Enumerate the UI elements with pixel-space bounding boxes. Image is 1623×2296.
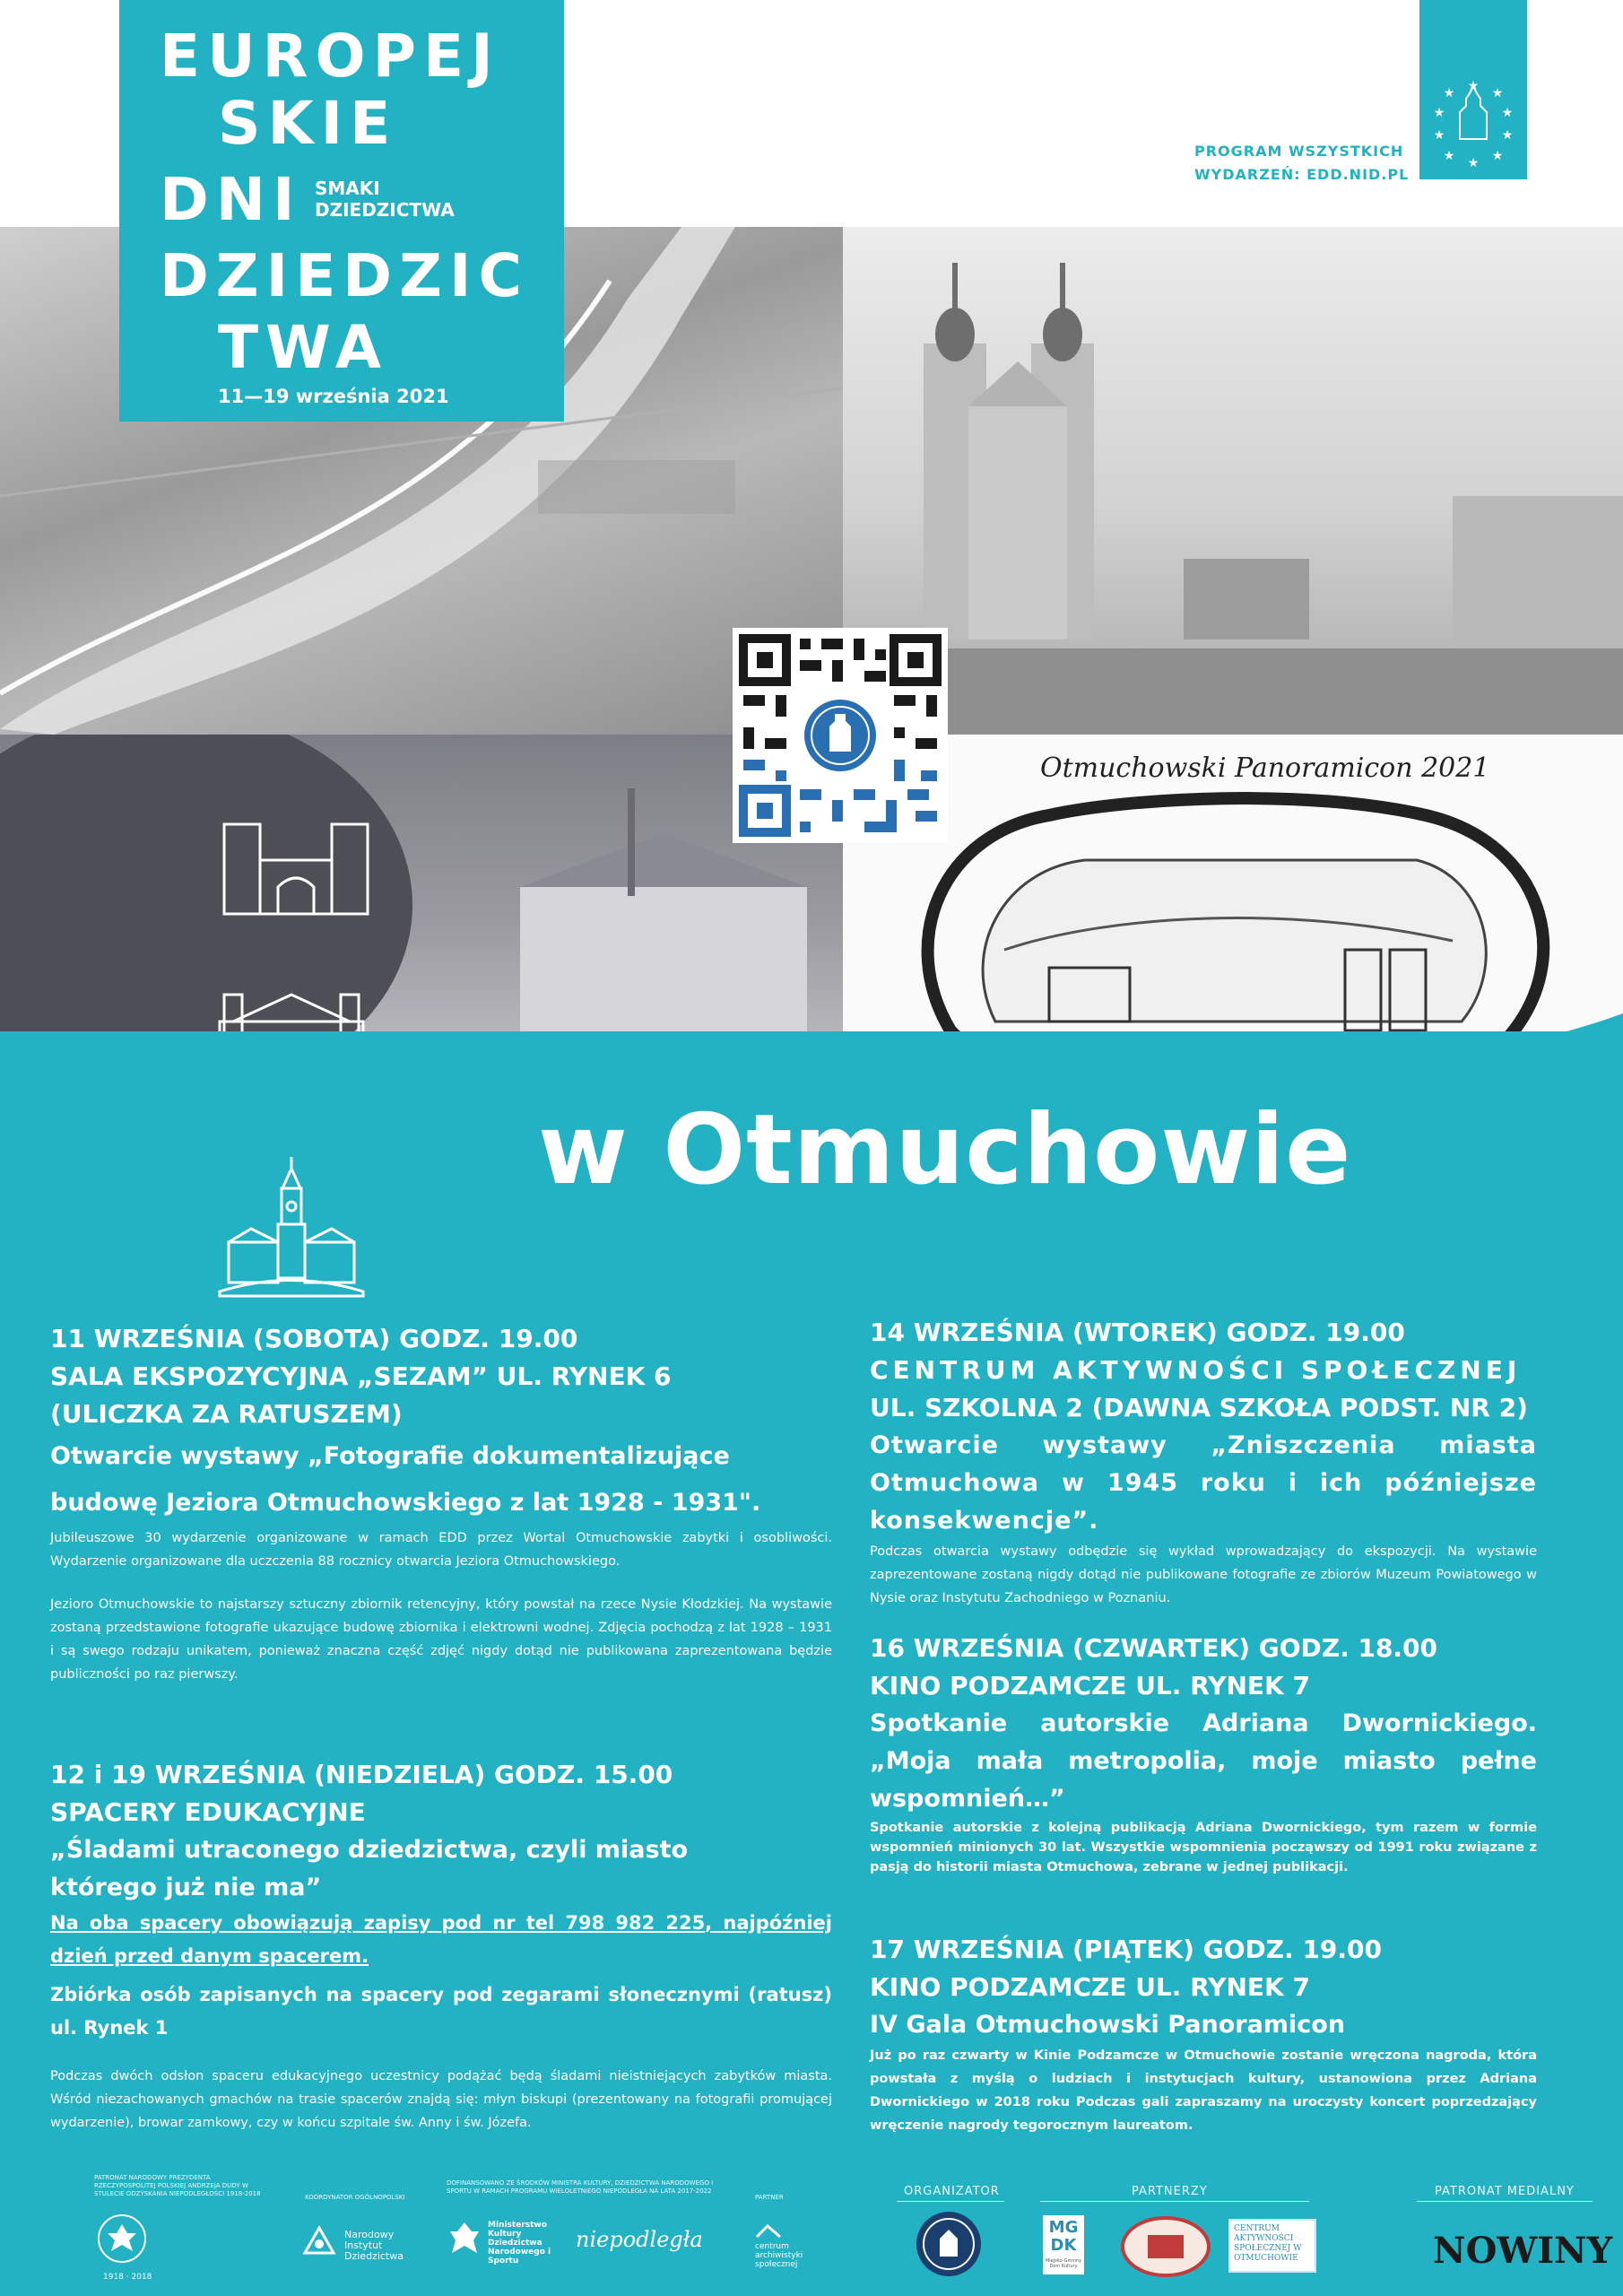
cas-logo-icon: [755, 2222, 782, 2240]
event4-date: 16 WRZEŚNIA (CZWARTEK) GODZ. 18.00: [870, 1633, 1438, 1663]
organizer-label: ORGANIZATOR: [904, 2185, 1000, 2198]
mgdk-text: MG DK: [1048, 2218, 1079, 2255]
event3-title: Otwarcie wystawy „Zniszczenia miasta Otmuchowa w 1945 roku i ich późniejsze konsekwencje”.: [870, 1431, 1537, 1535]
logo-line-2: SKIE: [218, 89, 398, 158]
panoramicon-caption: Otmuchowski Panoramicon 2021: [1040, 752, 1490, 784]
media-rule: [1417, 2201, 1593, 2202]
event2-desc: Podczas dwóch odsłon spaceru edukacyjnego uczestnicy podążać będą śladami nieistniejących zabytków miasta. Wśród niezachowanych gmachów na trasie spacerów znajdą się: młyn biskupi (prezentowany na fotografii promującej wydarzenie), browar zamkowy, czy w końcu szpitale św. Anny i św. Józefa.: [50, 2069, 832, 2130]
event1-title-2: budowę Jeziora Otmuchowskiego z lat 1928 - 1931".: [50, 1489, 761, 1517]
event2-signup-1: Na oba spacery obowiązują zapisy pod nr tel: [50, 1912, 566, 1934]
logo-subtitle-1: SMAKI: [315, 178, 380, 199]
event3-place-1: CENTRUM AKTYWNOŚCI SPOŁECZNEJ: [870, 1355, 1522, 1385]
organizer-seal-icon: [915, 2210, 983, 2278]
event2-signup-2: , najpóźniej dzień przed danym spacerem.: [50, 1912, 832, 1967]
church-historic-photo: [843, 227, 1623, 735]
qr-code[interactable]: [733, 628, 948, 843]
logo-line-5: TWA: [218, 313, 388, 382]
festival-dates: 11—19 września 2021: [218, 386, 449, 407]
svg-text:★: ★: [1501, 106, 1514, 120]
eu-stars-icon: [1419, 0, 1527, 179]
left-column: [50, 1320, 832, 2135]
phone-number-link[interactable]: 798 982 225: [565, 1912, 706, 1934]
cas-text: centrum archiwistyki społecznej: [755, 2242, 803, 2269]
edd-logo-block: [119, 0, 564, 422]
logo-subtitle-2: DZIEDZICTWA: [315, 199, 455, 221]
event2-signup: [50, 1907, 832, 1973]
headline-town: w Otmuchowie: [538, 1094, 1352, 1206]
partner-label: PARTNER: [755, 2194, 784, 2201]
partners-label: PARTNERZY: [1132, 2185, 1208, 2198]
logo-line-1: EUROPEJ: [160, 22, 500, 91]
mgdk-sub: Miejsko-Gminny Dom Kultury: [1045, 2258, 1082, 2269]
program-info: [1194, 140, 1409, 187]
event4-desc: Spotkanie autorskie z kolejną publikacją Adriana Dwornickiego, tym razem w formie wspomnień minionych 30 lat. Wszystkie wspomnienia począwszy od 1991 roku związane z pasją do historii miasta Otmuchowa, zebrane w jednej publikacji.: [870, 1821, 1537, 1874]
event1-place-1: SALA EKSPOZYCYJNA „SEZAM” UL. RYNEK 6: [50, 1361, 672, 1391]
event1-place-2: (ULICZKA ZA RATUSZEM): [50, 1399, 403, 1429]
mgdk-logo: [1043, 2215, 1084, 2274]
coordinator-label: KOORDYNATOR OGÓLNOPOLSKI: [305, 2194, 405, 2201]
program-label: WYDARZEŃ:: [1194, 166, 1307, 183]
event1-desc-2: Jezioro Otmuchowskie to najstarszy sztuczny zbiornik retencyjny, który powstał na rzece Nysie Kłodzkiej. Na wystawie zostaną przedstawione fotografie ukazujące budowę zbiornika i elektrowni wodnej. Zdjęcia pochodzą z lat 1928 – 1931 i są swego rodzaju unikatem, ponieważ znaczna część zdjęć nigdy dotąd nie publikowana zaprezentowana będzie publiczności po raz pierwszy.: [50, 1597, 832, 1682]
svg-text:★: ★: [1491, 149, 1504, 163]
program-url-link[interactable]: EDD.NID.PL: [1306, 166, 1410, 183]
event3-desc: Podczas otwarcia wystawy odbędzie się wykład wprowadzający do ekspozycji. Na wystawie zaprezentowane zostaną nigdy dotąd nie publikowane fotografie ze zbiorów Muzeum Powiatowego w Nysie oraz Instytutu Zachodniego w Poznaniu.: [870, 1544, 1537, 1605]
church-graphic: [843, 227, 1623, 735]
nid-logo-icon: [301, 2224, 337, 2260]
event5-date: 17 WRZEŚNIA (PIĄTEK) GODZ. 19.00: [870, 1935, 1383, 1964]
cas2-text: CENTRUM AKTYWNOŚCI SPOŁECZNEJ W OTMUCHOWIE: [1234, 2224, 1302, 2263]
program-line-2: [1194, 163, 1409, 187]
logo-line-4: DZIEDZIC: [160, 241, 529, 310]
event5-place: KINO PODZAMCZE UL. RYNEK 7: [870, 1972, 1310, 2002]
event2-title-2: którego już nie ma”: [50, 1874, 322, 1901]
event4-place: KINO PODZAMCZE UL. RYNEK 7: [870, 1671, 1310, 1700]
event1-date: 11 WRZEŚNIA (SOBOTA) GODZ. 19.00: [50, 1324, 578, 1353]
ministry-text: Ministerstwo Kultury Dziedzictwa Narodowego i Sportu: [488, 2221, 551, 2266]
event2-type: SPACERY EDUKACYJNE: [50, 1797, 366, 1827]
qr-code-icon: [733, 628, 948, 843]
svg-text:★: ★: [1467, 156, 1480, 170]
event2-date: 12 i 19 WRZEŚNIA (NIEDZIELA) GODZ. 15.00: [50, 1760, 673, 1789]
event5-desc: Już po raz czwarty w Kinie Podzamcze w Otmuchowie zostanie wręczona nagroda, która powstała z myślą o ludziach i instytucjach kultury, ustanowiona przez Adriana Dwornickiego w 2018 roku Podczas gali zapraszamy na uroczysty koncert poprzedzający wręczenie nagrody tegorocznym laureatom.: [870, 2048, 1537, 2133]
svg-text:★: ★: [1443, 149, 1455, 163]
eu-stars-badge: [1419, 0, 1527, 179]
media-label: PATRONAT MEDIALNY: [1435, 2185, 1575, 2198]
svg-text:★: ★: [1433, 106, 1445, 120]
patron-label: PATRONAT NARODOWY PREZYDENTA RZECZYPOSPOLITEJ POLSKIEJ ANDRZEJA DUDY W STULECIE ODZYSKANIA NIEPODLEGŁOŚCI 1918-2018: [94, 2174, 261, 2197]
organizer-rule: [897, 2201, 1004, 2202]
partners-rule: [1040, 2201, 1309, 2202]
right-column: [870, 1314, 1537, 2137]
event1-desc-1: Jubileuszowe 30 wydarzenie organizowane w ramach EDD przez Wortal Otmuchowskie zabytki i osobliwości. Wydarzenie organizowane dla uczczenia 88 rocznicy otwarcia Jeziora Otmuchowskiego.: [50, 1531, 832, 1569]
logo-line-3: DNI: [160, 165, 302, 234]
patron-years: 1918 · 2018: [103, 2273, 152, 2282]
niepodlegla-logo: niepodległa: [576, 2227, 703, 2252]
svg-text:★: ★: [1467, 79, 1480, 93]
presidential-eagle-icon: [97, 2213, 147, 2264]
cas-otmuchow-logo: [1228, 2219, 1316, 2273]
event3-date: 14 WRZEŚNIA (WTOREK) GODZ. 19.00: [870, 1318, 1405, 1347]
program-line-1: PROGRAM WSZYSTKICH: [1194, 143, 1404, 160]
svg-text:★: ★: [1433, 128, 1445, 143]
nowiny-logo: NOWINY: [1433, 2230, 1613, 2272]
event4-title: Spotkanie autorskie Adriana Dwornickiego. „Moja mała metropolia, moje miasto pełne wspomnień…”: [870, 1709, 1537, 1813]
nid-text: Narodowy Instytut Dziedzictwa: [344, 2229, 404, 2262]
svg-text:★: ★: [1443, 86, 1455, 100]
town-council-logo-icon: [1121, 2215, 1211, 2278]
sponsor-footer: [0, 2161, 1623, 2296]
funding-label: DOFINANSOWANO ZE ŚRODKÓW MINISTRA KULTURY, DZIEDZICTWA NARODOWEGO I SPORTU W RAMACH PROGRAMU WIELOLETNIEGO NIEPODLEGŁA NA LATA 2017-2022: [447, 2179, 714, 2195]
event2-title-1: „Śladami utraconego dziedzictwa, czyli miasto: [50, 1836, 689, 1864]
event5-title: IV Gala Otmuchowski Panoramicon: [870, 2011, 1345, 2039]
event1-title-1: Otwarcie wystawy „Fotografie dokumentalizujące: [50, 1442, 730, 1470]
svg-text:★: ★: [1501, 128, 1514, 143]
town-hall-icon: [215, 1152, 368, 1309]
event3-place-2: UL. SZKOLNA 2 (DAWNA SZKOŁA PODST. NR 2): [870, 1393, 1528, 1422]
ministry-eagle-icon: [447, 2219, 482, 2258]
svg-text:★: ★: [1491, 86, 1504, 100]
event2-meeting: Zbiórka osób zapisanych na spacery pod zegarami słonecznymi (ratusz) ul. Rynek 1: [50, 1984, 832, 2039]
